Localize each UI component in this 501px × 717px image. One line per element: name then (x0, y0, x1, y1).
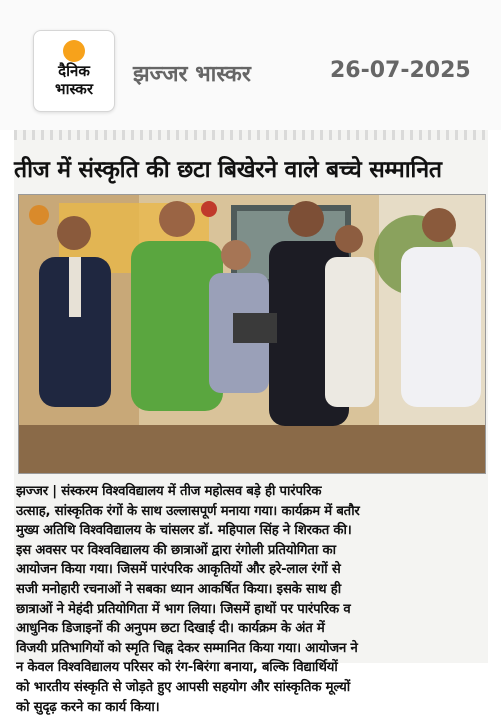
article-line: विजयी प्रतिभागियों को स्मृति चिह्न देकर सम्मानित किया गया। आयोजन ने (16, 640, 358, 656)
article-line: आधुनिक डिजाइनों की अनुपम छटा दिखाई दी। कार्यक्रम के अंत में (16, 621, 325, 637)
article-line: इस अवसर पर विश्वविद्यालय की छात्राओं द्वारा रंगोली प्रतियोगिता का (16, 542, 336, 558)
article-line: न केवल विश्वविद्यालय परिसर को रंग-बिरंगा बनाया, बल्कि विद्यार्थियों (16, 660, 338, 676)
article-line: सजी मनोहारी रचनाओं ने सबका ध्यान आकर्षित किया। इसके साथ ही (16, 581, 341, 597)
article-line: को भारतीय संस्कृति से जोड़ते हुए आपसी सहयोग और सांस्कृतिक मूल्यों (16, 679, 351, 695)
article-line: झज्जर | संस्करम विश्वविद्यालय में तीज महोत्सव बड़े ही पारंपरिक (16, 484, 322, 499)
event-photo-illustration (19, 195, 485, 473)
article-line: को सुदृढ़ करने का कार्य किया। (16, 699, 160, 715)
edition-name: झज्जर भास्कर (133, 62, 251, 87)
article-line: उत्साह, सांस्कृतिक रंगों के साथ उल्लासपूर्ण मनाया गया। कार्यक्रम में बतौर (16, 503, 360, 519)
logo-text-line1: दैनिक (58, 62, 90, 80)
article-line: मुख्य अतिथि विश्वविद्यालय के चांसलर डॉ. महिपाल सिंह ने शिरकत की। (16, 523, 352, 539)
article-body (16, 482, 486, 717)
logo-text-line2: भास्कर (55, 80, 93, 98)
sun-icon (63, 40, 85, 62)
app-header (0, 0, 501, 130)
article-photo (18, 194, 486, 474)
edition-date: 26-07-2025 (330, 58, 471, 83)
newspaper-clipping (14, 130, 488, 715)
article-line: छात्राओं ने मेहंदी प्रतियोगिता में भाग लिया। जिसमें हाथों पर पारंपरिक व (16, 601, 351, 617)
article-headline: तीज में संस्कृति की छटा बिखेरने वाले बच्चे सम्मानित (14, 157, 442, 183)
article-line: आयोजन किया गया। जिसमें पारंपरिक आकृतियों और हरे-लाल रंगों से (16, 562, 341, 578)
clipping-edge (14, 130, 488, 140)
dainik-bhaskar-logo[interactable] (33, 30, 115, 112)
